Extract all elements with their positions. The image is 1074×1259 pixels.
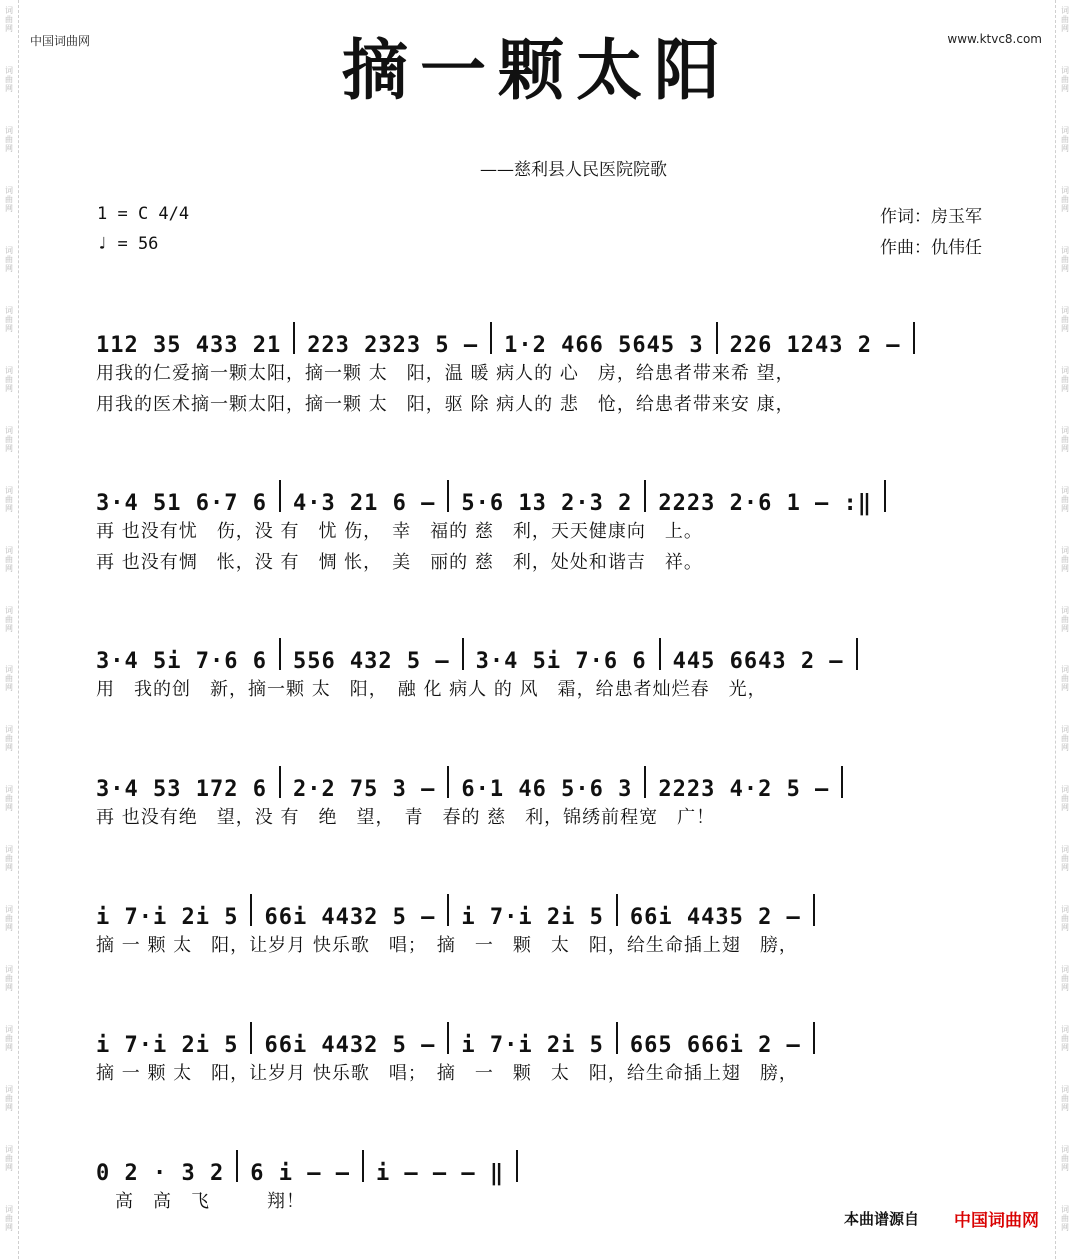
barline [616,894,618,926]
source-label: 本曲谱源自 [844,1210,920,1228]
score-system [96,756,986,833]
barline [490,322,492,354]
song-subtitle: ——慈利县人民医院院歌 [480,160,667,180]
watermark-mark: 词曲网 [5,6,13,33]
watermark-mark: 词曲网 [1061,6,1069,33]
watermark-mark: 词曲网 [1061,605,1069,633]
watermark-mark: 词曲网 [5,725,13,753]
measure: i 7·i 2i 5 [461,1033,604,1058]
lyric-line: 再 也没有忧 伤，没 有 忧 伤， 幸 福的 慈 利，天天健康向 上。 [96,521,703,542]
measure: 3·4 51 6·7 6 [96,491,267,516]
tempo-marking: ♩ = 56 [97,234,159,254]
score-system [96,312,986,420]
notation-line [96,312,986,358]
watermark-mark: 词曲网 [1061,425,1069,453]
barline [462,638,464,670]
measure: 2·2 75 3 – [292,777,436,802]
watermark-mark: 词曲网 [1061,125,1069,153]
barline [856,638,858,670]
watermark-mark: 词曲网 [5,905,13,933]
measure: 66i 4432 5 – [264,1033,436,1058]
lyricist-credit: 作词：房玉军 [880,207,982,227]
measure: 3·4 53 172 6 [96,777,267,802]
key-signature: 1 = C 4/4 [97,204,190,224]
watermark-mark: 词曲网 [5,785,13,813]
score-system [96,884,986,961]
measure: 226 1243 2 – [729,333,901,358]
watermark-mark: 词曲网 [1061,845,1069,873]
measure: i 7·i 2i 5 [96,1033,239,1058]
watermark-mark: 词曲网 [1061,485,1069,513]
measure: 66i 4432 5 – [264,905,436,930]
notation-line [96,884,986,930]
notation-line [96,470,986,516]
watermark-mark: 词曲网 [5,1085,13,1113]
watermark-mark: 词曲网 [1061,1025,1069,1053]
watermark-mark: 词曲网 [5,485,13,513]
watermark-mark: 词曲网 [1061,545,1069,573]
notation-line [96,1012,986,1058]
barline [447,480,449,512]
watermark-mark: 词曲网 [1061,665,1069,693]
barline [447,894,449,926]
song-title: 摘一颗太阳 [342,31,732,109]
measure: 2223 2·6 1 – :‖ [658,491,873,516]
measure: 6 i – – [250,1161,350,1186]
watermark-mark: 词曲网 [5,185,13,213]
measure: i 7·i 2i 5 [461,905,604,930]
lyric-line: 用我的仁爱摘一颗太阳，摘一颗 太 阳，温 暖 病人的 心 房，给患者带来希 望， [96,363,795,384]
measure: 445 6643 2 – [672,649,844,674]
watermark-mark: 词曲网 [1061,725,1069,753]
measure: 5·6 13 2·3 2 [461,491,633,516]
measure: 556 432 5 – [292,649,450,674]
lyric-line: 再 也没有惆 怅，没 有 惆 怅， 美 丽的 慈 利，处处和谐吉 祥。 [96,552,703,573]
watermark-mark: 词曲网 [5,245,13,273]
lyric-line: 再 也没有绝 望，没 有 绝 望， 青 春的 慈 利，锦绣前程宽 广！ [96,807,716,828]
barline [813,894,815,926]
measure: 3·4 5i 7·6 6 [96,649,267,674]
barline [644,480,646,512]
watermark-mark: 词曲网 [5,965,13,993]
right-watermark-strip [1055,0,1074,1259]
score-system [96,628,986,705]
barline [236,1150,238,1182]
lyric-line: 摘 一 颗 太 阳，让岁月 快乐歌 唱； 摘 一 颗 太 阳，给生命插上翅 膀， [96,935,798,956]
barline [279,480,281,512]
watermark-mark: 词曲网 [5,665,13,693]
barline [279,638,281,670]
measure: 3·4 5i 7·6 6 [475,649,647,674]
watermark-mark: 词曲网 [1061,905,1069,933]
measure: 0 2 · 3 2 [96,1161,225,1186]
barline [884,480,886,512]
watermark-mark: 词曲网 [1061,1085,1069,1113]
watermark-mark: 词曲网 [1061,365,1069,393]
lyric-line: 用我的医术摘一颗太阳，摘一颗 太 阳，驱 除 病人的 悲 怆，给患者带来安 康， [96,394,795,415]
watermark-mark: 词曲网 [5,845,13,873]
measure: 4·3 21 6 – [292,491,436,516]
watermark-mark: 词曲网 [5,1025,13,1053]
watermark-mark: 词曲网 [5,305,13,333]
watermark-mark: 词曲网 [1061,965,1069,993]
notation-line [96,756,986,802]
watermark-mark: 词曲网 [5,1145,13,1173]
barline [841,766,843,798]
barline [362,1150,364,1182]
measure: 223 2323 5 – [307,333,479,358]
lyric-line: 高 高 飞 翔！ [96,1191,305,1212]
brand-link[interactable]: 中国词曲网 [954,1211,1039,1231]
barline [447,766,449,798]
score-system [96,1140,986,1217]
measure: 2223 4·2 5 – [658,777,830,802]
left-watermark-strip [0,0,19,1259]
barline [250,1022,252,1054]
watermark-mark: 词曲网 [1061,1145,1069,1173]
lyric-line: 用 我的创 新，摘一颗 太 阳， 融 化 病人 的 风 霜，给患者灿烂春 光， [96,679,767,700]
watermark-mark: 词曲网 [1061,785,1069,813]
watermark-mark: 词曲网 [1061,1205,1069,1233]
barline [644,766,646,798]
barline [250,894,252,926]
watermark-mark: 词曲网 [5,425,13,453]
barline [716,322,718,354]
lyric-line: 摘 一 颗 太 阳，让岁月 快乐歌 唱； 摘 一 颗 太 阳，给生命插上翅 膀， [96,1063,798,1084]
measure: 6·1 46 5·6 3 [461,777,633,802]
watermark-mark: 词曲网 [5,605,13,633]
notation-line [96,628,986,674]
measure: 665 666i 2 – [629,1033,801,1058]
watermark-mark: 词曲网 [5,65,13,93]
watermark-mark: 词曲网 [1061,305,1069,333]
measure: 112 35 433 21 [96,333,282,358]
measure: 66i 4435 2 – [629,905,801,930]
barline [913,322,915,354]
score-system [96,1012,986,1089]
barline [659,638,661,670]
watermark-mark: 词曲网 [1061,65,1069,93]
composer-credit: 作曲：仇伟任 [880,238,982,258]
site-url-right[interactable]: www.ktvc8.com [947,32,1042,46]
watermark-mark: 词曲网 [5,365,13,393]
measure: i 7·i 2i 5 [96,905,239,930]
barline [447,1022,449,1054]
barline [516,1150,518,1182]
watermark-mark: 词曲网 [1061,185,1069,213]
barline [279,766,281,798]
score-system [96,470,986,578]
barline [813,1022,815,1054]
barline [293,322,295,354]
notation-line [96,1140,986,1186]
watermark-mark: 词曲网 [5,125,13,153]
measure: 1·2 466 5645 3 [504,333,704,358]
barline [616,1022,618,1054]
watermark-mark: 词曲网 [5,545,13,573]
watermark-mark: 词曲网 [5,1205,13,1233]
measure: i – – – ‖ [375,1161,505,1186]
watermark-mark: 词曲网 [1061,245,1069,273]
site-name-left[interactable]: 中国词曲网 [30,34,91,48]
